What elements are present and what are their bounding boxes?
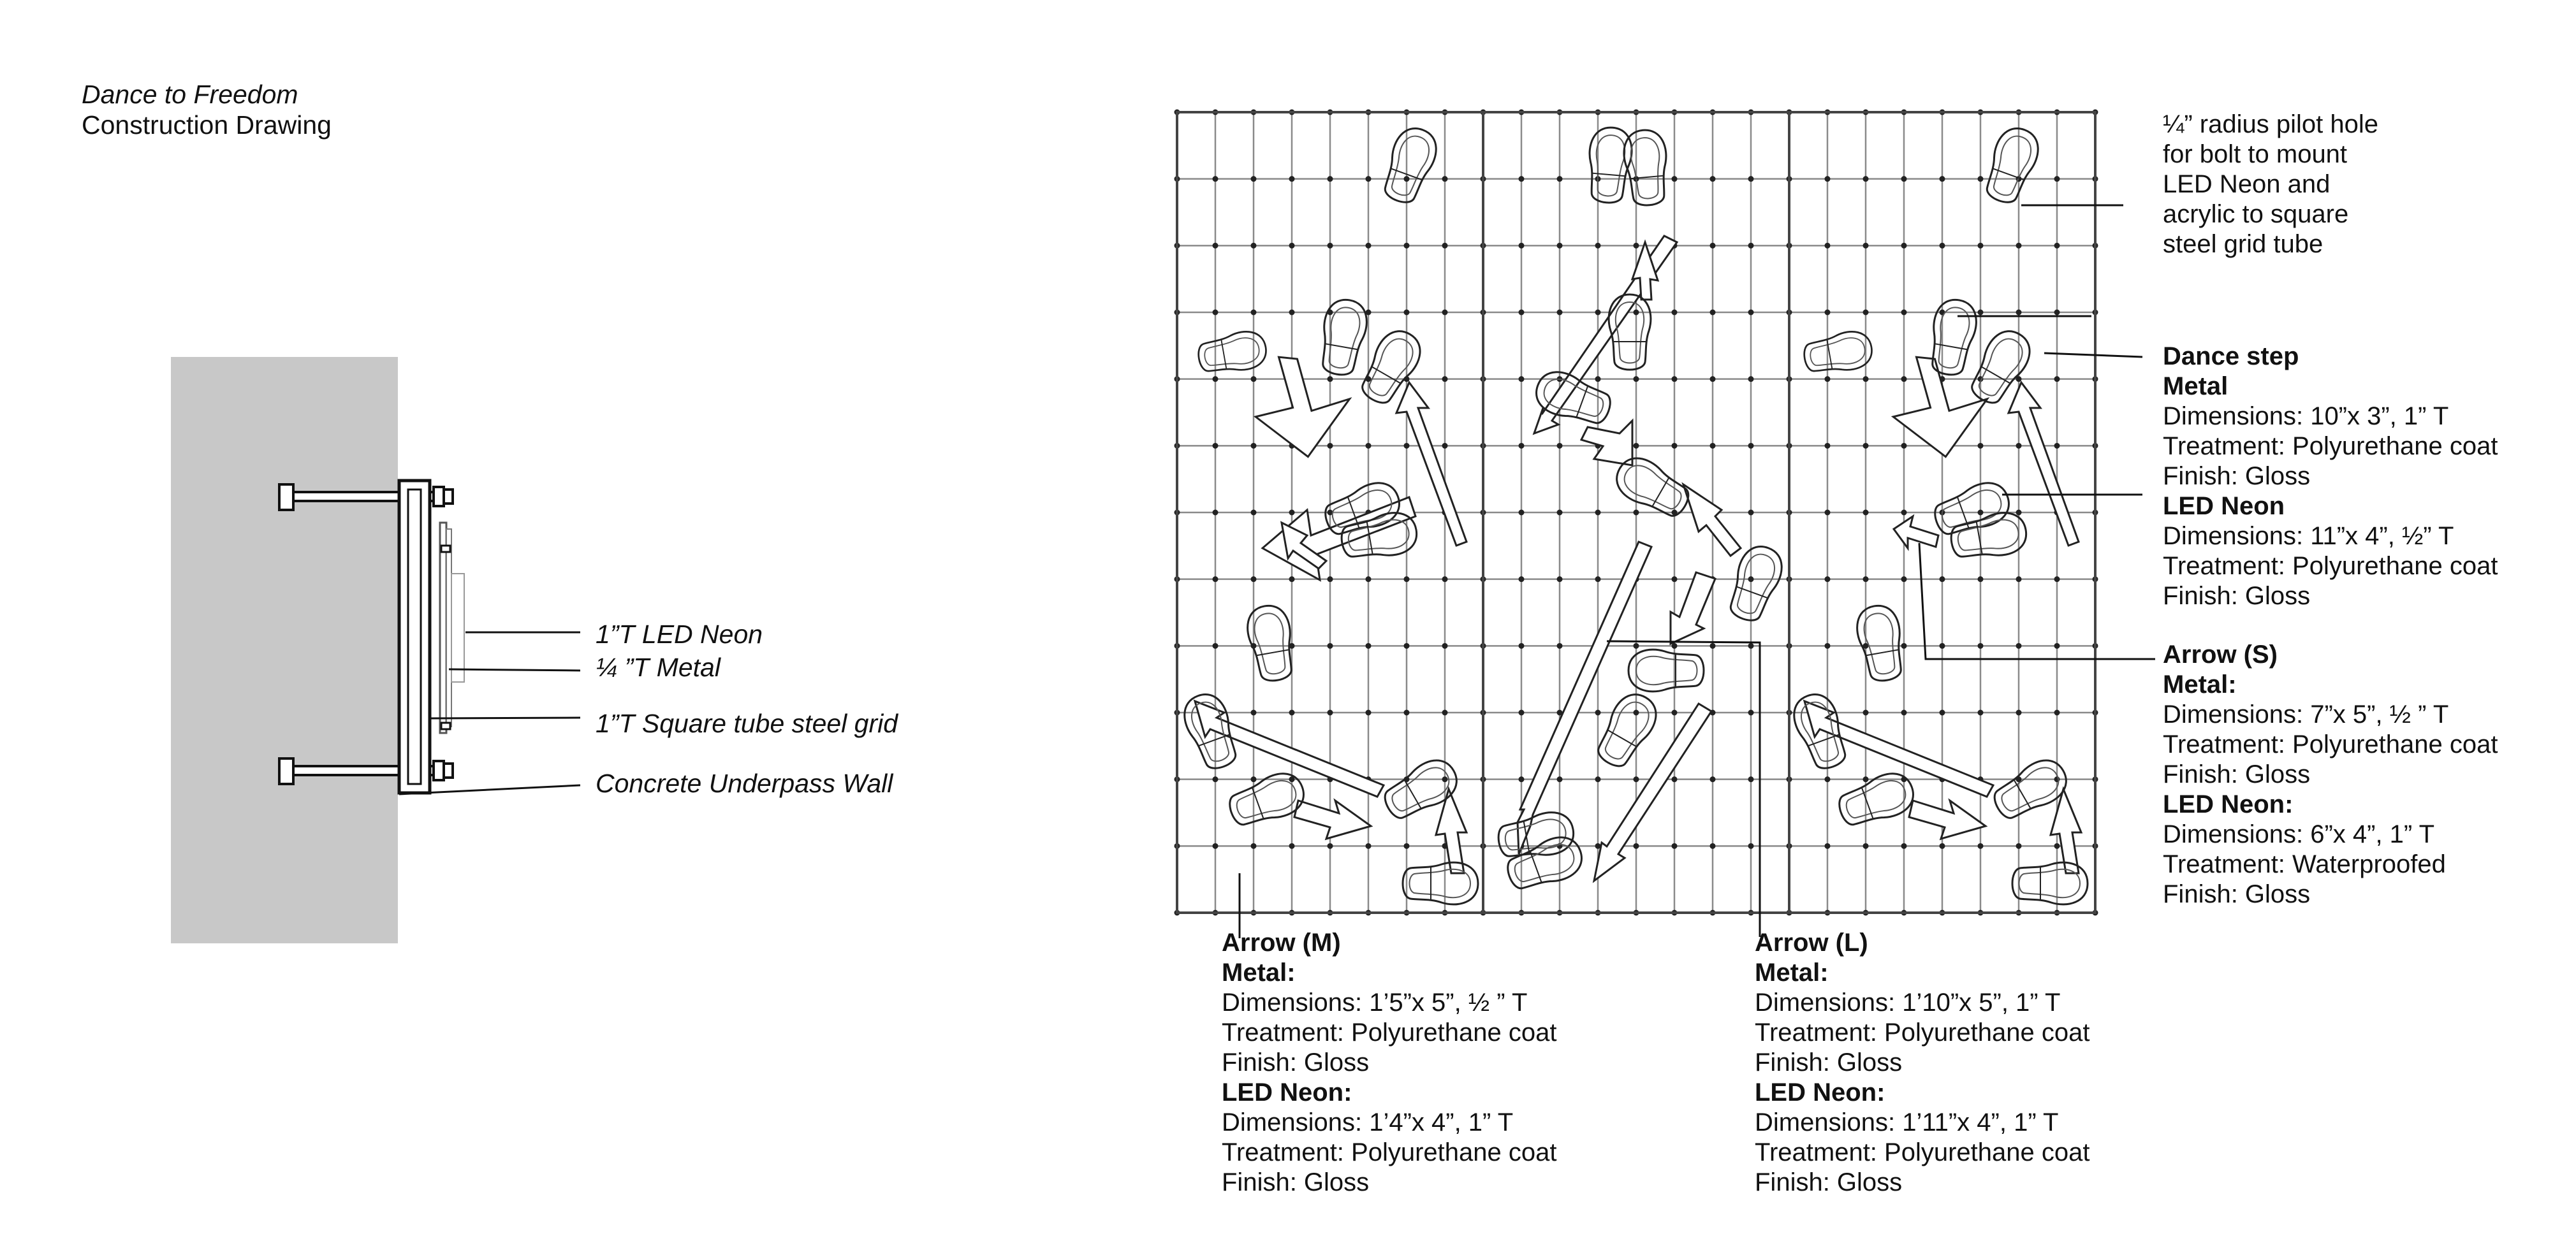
pilot-hole (1442, 643, 1448, 649)
pilot-hole (1978, 243, 1984, 249)
pilot-hole (1328, 576, 1333, 582)
label-steel-grid: 1”T Square tube steel grid (596, 709, 898, 738)
label-led-neon: 1”T LED Neon (596, 620, 763, 649)
section-detail (171, 357, 580, 943)
pilot-hole (1289, 310, 1295, 316)
pilot-hole (2054, 643, 2060, 649)
pilot-hole (1404, 576, 1410, 582)
pilot-hole (1710, 310, 1716, 316)
pilot-hole-note (2163, 110, 2378, 259)
pilot-hole (2054, 310, 2060, 316)
pilot-hole (1366, 643, 1372, 649)
concrete-wall (171, 357, 398, 943)
pilot-hole (1595, 510, 1601, 516)
pilot-hole (1289, 576, 1295, 582)
spec-heading: Arrow (L) (1755, 929, 1868, 957)
pilot-hole (1634, 376, 1639, 382)
arrow-s-10 (1909, 801, 1986, 839)
arrow-s-8 (1671, 572, 1715, 644)
spec-heading: Dance step (2163, 342, 2299, 370)
pilot-hole (1978, 443, 1984, 449)
pilot-hole (1901, 576, 1907, 582)
pilot-hole (1710, 243, 1716, 249)
pilot-hole (1634, 710, 1639, 716)
pilot-hole (1519, 243, 1525, 249)
pilot-hole (1978, 643, 1984, 649)
pilot-hole (1519, 643, 1525, 649)
pilot-hole (1557, 443, 1563, 449)
pilot-hole (2054, 443, 2060, 449)
arrow-s-6 (1581, 421, 1632, 465)
pilot-hole (1213, 776, 1218, 782)
arrow-s-3 (1294, 801, 1371, 839)
dance-step-23 (1801, 328, 1875, 377)
pilot-hole (1748, 510, 1754, 516)
pilot-hole (1404, 443, 1410, 449)
pilot-hole (1634, 776, 1639, 782)
pilot-hole (1366, 243, 1372, 249)
pilot-hole (2016, 843, 2022, 849)
pilot-hole (1634, 310, 1639, 316)
pilot-hole (1442, 310, 1448, 316)
pilot-hole (1825, 576, 1831, 582)
pilot-hole (1213, 376, 1218, 382)
spec-subheading: LED Neon: (1222, 1078, 1352, 1107)
pilot-hole (1825, 243, 1831, 249)
spec-line: Dimensions: 10”x 3”, 1” T (2163, 402, 2449, 430)
pilot-hole (1863, 443, 1869, 449)
pilot-hole (1328, 710, 1333, 716)
pilot-hole (1328, 643, 1333, 649)
pilot-hole (1404, 710, 1410, 716)
pilot-hole (1519, 776, 1525, 782)
pilot-hole (1213, 576, 1218, 582)
pilot-hole (1940, 710, 1945, 716)
pilot-hole (1710, 643, 1716, 649)
pilot-hole (1940, 576, 1945, 582)
pilot-hole (1901, 310, 1907, 316)
pilot-hole (1940, 243, 1945, 249)
pilot-hole (1672, 843, 1678, 849)
dance-step-30 (1834, 767, 1919, 832)
pilot-hole (1366, 843, 1372, 849)
led-neon-profile (451, 574, 464, 682)
label-concrete-wall: Concrete Underpass Wall (596, 769, 893, 798)
pilot-hole (1634, 510, 1639, 516)
pilot-hole (1863, 176, 1869, 182)
pilot-hole (1557, 576, 1563, 582)
pilot-hole (2016, 310, 2022, 316)
pilot-hole (2016, 710, 2022, 716)
pilot-hole (1213, 643, 1218, 649)
pilot-hole (1519, 576, 1525, 582)
spec-line: Finish: Gloss (1755, 1168, 1903, 1196)
pilot-hole (1251, 710, 1257, 716)
pilot-hole (1672, 576, 1678, 582)
pilot-hole (1748, 843, 1754, 849)
spec-subheading: Metal: (2163, 671, 2237, 699)
pilot-hole (1557, 510, 1563, 516)
arrow-s-9 (1894, 516, 1938, 548)
pilot-hole (1595, 710, 1601, 716)
dance-step-19 (1590, 687, 1664, 773)
pilot-hole (1863, 376, 1869, 382)
pilot-hole (2054, 576, 2060, 582)
pilot-hole (1366, 576, 1372, 582)
spec-line: Finish: Gloss (2163, 880, 2311, 908)
pilot-hole (1825, 643, 1831, 649)
pilot-hole (1213, 510, 1218, 516)
arrow-s-11 (2051, 789, 2081, 873)
pilot-hole (1404, 843, 1410, 849)
spec-line: Treatment: Polyurethane coat (1222, 1138, 1557, 1166)
pilot-hole (1978, 176, 1984, 182)
pilot-hole (1328, 443, 1333, 449)
dance-step-3 (1316, 296, 1370, 378)
spec-subheading: Metal: (1755, 959, 1829, 987)
pilot-hole (1557, 310, 1563, 316)
dance-steps (1178, 122, 2088, 904)
pilot-hole (1289, 243, 1295, 249)
pilot-hole (1251, 443, 1257, 449)
pilot-hole (1672, 443, 1678, 449)
pilot-hole (1595, 576, 1601, 582)
pilot-hole (1213, 310, 1218, 316)
spec-line: Dimensions: 11”x 4”, ½” T (2163, 522, 2454, 550)
pilot-hole (1710, 176, 1716, 182)
pilot-hole (1442, 776, 1448, 782)
pilot-hole (1519, 310, 1525, 316)
spec-line: Finish: Gloss (1222, 1048, 1370, 1077)
pilot-hole (1940, 176, 1945, 182)
pilot-hole (1863, 776, 1869, 782)
pilot-hole (1404, 310, 1410, 316)
metal-plate (440, 523, 446, 733)
pilot-hole (1748, 376, 1754, 382)
pilot-hole (1289, 843, 1295, 849)
pilot-hole (1442, 176, 1448, 182)
pilot-note-line: LED Neon and (2163, 170, 2331, 198)
pilot-hole (1863, 310, 1869, 316)
pilot-hole (1442, 443, 1448, 449)
spec-line: Finish: Gloss (2163, 760, 2311, 788)
callout-leaders (1240, 205, 2155, 938)
pilot-hole (1251, 310, 1257, 316)
pilot-hole (1901, 376, 1907, 382)
pilot-hole (1901, 643, 1907, 649)
pilot-hole (1863, 576, 1869, 582)
spec-arrow-l (1755, 928, 2089, 1198)
pilot-hole (1634, 243, 1639, 249)
pilot-hole (1404, 643, 1410, 649)
spec-line: Dimensions: 1’5”x 5”, ½ ” T (1222, 989, 1528, 1017)
pilot-hole (1863, 243, 1869, 249)
dance-step-28 (1854, 602, 1908, 684)
pilot-hole (1901, 243, 1907, 249)
dance-step-18 (1628, 649, 1704, 692)
pilot-hole (1251, 176, 1257, 182)
pilot-hole (1328, 376, 1333, 382)
pilot-hole (2016, 443, 2022, 449)
spec-heading: Arrow (M) (1222, 929, 1341, 957)
pilot-hole (1710, 776, 1716, 782)
spec-line: Dimensions: 1’4”x 4”, 1” T (1222, 1108, 1514, 1136)
pilot-hole (1901, 443, 1907, 449)
pilot-hole (1978, 310, 1984, 316)
spec-arrow-m (1222, 928, 1556, 1198)
spec-line: Finish: Gloss (2163, 582, 2311, 610)
spec-arrow-s (2163, 640, 2498, 910)
drawing-subtitle: Construction Drawing (82, 110, 332, 140)
pilot-hole (1901, 710, 1907, 716)
spec-line: Dimensions: 1’10”x 5”, 1” T (1755, 989, 2061, 1017)
spec-subheading: Metal (2163, 372, 2228, 400)
pilot-hole (1825, 176, 1831, 182)
pilot-hole (1442, 710, 1448, 716)
pilot-hole (2016, 576, 2022, 582)
pilot-hole (1404, 176, 1410, 182)
pilot-hole (1825, 843, 1831, 849)
pilot-hole (1557, 176, 1563, 182)
pilot-hole (1251, 576, 1257, 582)
pilot-hole (2054, 243, 2060, 249)
pilot-hole (2054, 176, 2060, 182)
pilot-hole (2054, 843, 2060, 849)
pilot-hole (1519, 510, 1525, 516)
pilot-hole (1748, 776, 1754, 782)
pilot-note-line: for bolt to mount (2163, 140, 2348, 168)
pilot-hole (1213, 176, 1218, 182)
pilot-hole (1328, 176, 1333, 182)
pilot-hole (1251, 510, 1257, 516)
arrow-l-3 (1594, 704, 1711, 881)
pilot-hole (1978, 710, 1984, 716)
spec-line: Treatment: Polyurethane coat (1222, 1019, 1557, 1047)
drawing-title (82, 79, 332, 140)
pilot-hole (1825, 310, 1831, 316)
pilot-hole (1328, 843, 1333, 849)
pilot-hole (1519, 443, 1525, 449)
spec-line: Treatment: Polyurethane coat (2163, 432, 2498, 460)
square-tube-steel-grid (399, 481, 430, 793)
spec-line: Dimensions: 1’11”x 4”, 1” T (1755, 1108, 2059, 1136)
pilot-hole (1442, 576, 1448, 582)
dance-step-2 (1196, 328, 1269, 377)
spec-subheading: LED Neon: (1755, 1078, 1885, 1107)
label-metal: ¼ ”T Metal (596, 653, 721, 682)
spec-line: Treatment: Waterproofed (2163, 850, 2446, 878)
pilot-hole (1863, 843, 1869, 849)
pilot-hole (1748, 176, 1754, 182)
pilot-hole (1213, 243, 1218, 249)
pilot-hole (2054, 376, 2060, 382)
neon-arrows (1195, 236, 2081, 881)
dance-step-21 (1502, 831, 1587, 896)
pilot-hole (1748, 443, 1754, 449)
pilot-hole (1825, 510, 1831, 516)
spec-line: Treatment: Polyurethane coat (1755, 1138, 2090, 1166)
pilot-hole (1634, 843, 1639, 849)
grid-plan (1175, 110, 2156, 939)
pilot-hole (1672, 310, 1678, 316)
spec-line: Treatment: Polyurethane coat (2163, 552, 2498, 580)
pilot-hole (1251, 376, 1257, 382)
pilot-hole (1748, 643, 1754, 649)
spec-subheading: Metal: (1222, 959, 1296, 987)
dance-step-11 (1403, 862, 1478, 904)
pilot-hole (1748, 710, 1754, 716)
pilot-hole (1442, 243, 1448, 249)
pilot-hole (1442, 376, 1448, 382)
pilot-hole (1289, 176, 1295, 182)
pilot-hole (1557, 643, 1563, 649)
pilot-hole (1748, 576, 1754, 582)
pilot-hole (1634, 643, 1639, 649)
spec-heading: Arrow (S) (2163, 641, 2278, 669)
pilot-hole (1825, 776, 1831, 782)
pilot-hole (1901, 510, 1907, 516)
pilot-hole (1672, 776, 1678, 782)
pilot-hole (1213, 843, 1218, 849)
pilot-hole (1289, 510, 1295, 516)
pilot-hole (1519, 710, 1525, 716)
spec-line: Dimensions: 7”x 5”, ½ ” T (2163, 700, 2449, 729)
spec-dance-step (2163, 342, 2498, 611)
pilot-hole (2016, 643, 2022, 649)
arrow-m-1 (1246, 346, 1358, 465)
pilot-hole (1519, 176, 1525, 182)
arrow-l-1 (1534, 236, 1677, 433)
pilot-hole (1634, 443, 1639, 449)
pilot-hole (1595, 376, 1601, 382)
dance-step-27 (1948, 509, 2030, 563)
pilot-hole (1901, 843, 1907, 849)
pilot-hole (1978, 510, 1984, 516)
pilot-hole (1940, 643, 1945, 649)
spec-subheading: LED Neon: (2163, 790, 2294, 818)
pilot-hole (1557, 243, 1563, 249)
pilot-hole (2016, 510, 2022, 516)
pilot-hole (1366, 443, 1372, 449)
spec-line: Treatment: Polyurethane coat (2163, 730, 2498, 758)
pilot-hole (1710, 843, 1716, 849)
pilot-hole (1672, 176, 1678, 182)
spec-line: Finish: Gloss (1755, 1048, 1903, 1077)
pilot-hole (1901, 176, 1907, 182)
pilot-hole (1672, 376, 1678, 382)
spec-line: Finish: Gloss (2163, 462, 2311, 490)
pilot-hole (1404, 243, 1410, 249)
pilot-hole (1672, 710, 1678, 716)
pilot-hole (1710, 443, 1716, 449)
pilot-hole (1251, 776, 1257, 782)
pilot-hole (1825, 443, 1831, 449)
pilot-note-line: steel grid tube (2163, 230, 2324, 258)
pilot-hole (1748, 310, 1754, 316)
pilot-hole (1366, 176, 1372, 182)
pilot-hole (2016, 243, 2022, 249)
spec-line: Dimensions: 6”x 4”, 1” T (2163, 820, 2435, 848)
pilot-hole (1863, 510, 1869, 516)
pilot-hole (1289, 710, 1295, 716)
pilot-hole (1710, 376, 1716, 382)
dance-step-7 (1244, 602, 1298, 684)
pilot-hole (1366, 710, 1372, 716)
pilot-hole (1251, 243, 1257, 249)
pilot-hole (1978, 843, 1984, 849)
pilot-hole (1978, 576, 1984, 582)
spec-subheading: LED Neon (2163, 492, 2285, 520)
pilot-hole (1595, 776, 1601, 782)
pilot-hole (1595, 243, 1601, 249)
pilot-note-line: ¼” radius pilot hole (2163, 110, 2378, 138)
pilot-hole (1748, 243, 1754, 249)
pilot-hole (1863, 710, 1869, 716)
pilot-hole (1940, 843, 1945, 849)
pilot-hole (1557, 776, 1563, 782)
pilot-note-line: acrylic to square (2163, 200, 2349, 228)
dance-step-1 (1377, 122, 1442, 207)
pilot-hole (1213, 443, 1218, 449)
pilot-hole (1825, 376, 1831, 382)
pilot-hole (1328, 243, 1333, 249)
pilot-hole (1251, 843, 1257, 849)
pilot-hole (2054, 710, 2060, 716)
spec-line: Finish: Gloss (1222, 1168, 1370, 1196)
dance-step-22 (1979, 122, 2044, 207)
pilot-hole (1519, 376, 1525, 382)
dance-step-9 (1224, 767, 1309, 832)
project-title: Dance to Freedom (82, 80, 298, 109)
spec-line: Treatment: Polyurethane coat (1755, 1019, 2090, 1047)
pilot-hole (1595, 310, 1601, 316)
